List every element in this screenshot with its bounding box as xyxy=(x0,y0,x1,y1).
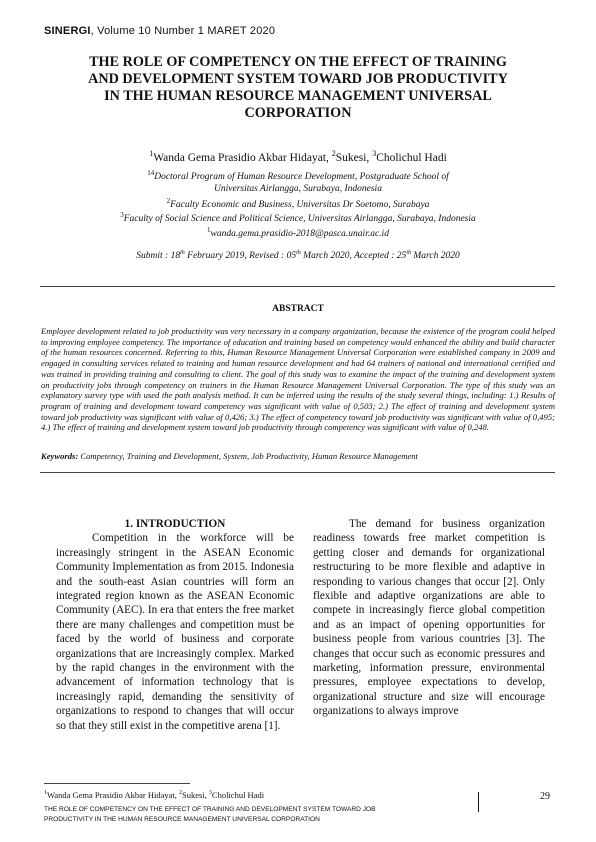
date-sup: th xyxy=(296,250,301,256)
title-line: IN THE HUMAN RESOURCE MANAGEMENT UNIVERSAL xyxy=(104,88,492,104)
footer-authors xyxy=(44,790,264,800)
abstract-body: Employee development related to job productivity was very necessary in a company organization, because the existence of the program could helped to improving employee competency. The importance of education and training based on competency would enhanced the ability and build character of the human resources concerned. Referring to this, Human Resource Management Universal Corporation were established company in 2009 and engaged in consulting services related to training and human resource development and had 64 trainers of national and international certified and was trained in providing training and consulting to client. The goal of this study was to examine the impact of the training and development system on productivity jobs through competency on trainers in the Human Resource Management Universal Corporation. The type of this study was an explanatory survey type with used the path analysis method. It can be inferred using the results of the study several things, including: 1.) Results of program of training and development toward competency was significant with value of 0,503; 2.) The effect of training and development system toward job productivity was significant with value of 0,426; 3.) The effect of competency toward job productivity was significant with value of 0,495; 4.) The effect of training and development system toward job productivity through competency was significant with value of 0,248. xyxy=(41,326,555,433)
footer-title xyxy=(44,805,404,825)
author-list xyxy=(40,149,556,164)
journal-issue: , Volume 10 Number 1 MARET 2020 xyxy=(90,25,276,37)
affiliation-marker: 14 xyxy=(147,169,155,177)
affiliation-marker: 2 xyxy=(166,197,171,205)
keywords xyxy=(41,451,555,461)
author-name: Sukesi, xyxy=(335,151,373,164)
footnote-author: Cholichul Hadi xyxy=(211,790,265,800)
date-sup: th xyxy=(180,250,185,256)
author-name: Cholichul Hadi xyxy=(376,151,447,164)
affiliation-text: Universitas Airlangga, Surabaya, Indonesia xyxy=(214,184,382,195)
affiliation-1 xyxy=(40,167,556,195)
divider-bottom xyxy=(40,472,555,473)
affiliation-text: Faculty Economic and Business, Universitas Dr Soetomo, Surabaya xyxy=(170,200,430,211)
footnote-author: Sukesi, xyxy=(181,790,209,800)
intro-paragraph-1: Competition in the workforce will be increasingly stringent in the ASEAN Economic Community Implementation as from 2015. Indonesia and the south-east Asian countries will form an integrated region known as the ASEAN Economic Community (AEC). In era that enters the free market there are many challenges and competition must be faced by the world of business and corporate organizations that are increasingly complex. Marked by the rapid changes in the environment with the advancement of information technology that is increasingly rapid, demanding the sensitivity of organizations to respond to changes that will occur so that they still exist in the competitive arena [1]. xyxy=(56,532,295,732)
author-name: Wanda Gema Prasidio Akbar Hidayat, xyxy=(153,151,332,164)
footnote-marker: 2 xyxy=(178,790,182,797)
section-heading-introduction: 1. INTRODUCTION xyxy=(124,518,226,530)
footnote-author: Wanda Gema Prasidio Akbar Hidayat, xyxy=(47,790,179,800)
footnote-rule xyxy=(44,783,190,784)
submission-dates xyxy=(40,250,556,261)
abstract-heading: ABSTRACT xyxy=(272,304,324,314)
date-text: March 2020, Accepted : 25 xyxy=(300,251,407,262)
author-marker: 2 xyxy=(331,149,336,158)
intro-right-column xyxy=(313,517,545,719)
journal-header xyxy=(44,25,275,37)
journal-name: SINERGI xyxy=(44,25,91,37)
affiliation-text: Faculty of Social Science and Political Science, Universitas Airlangga, Surabaya, Indonesia xyxy=(123,214,476,225)
footer-title-line: PRODUCTIVITY IN THE HUMAN RESOURCE MANAGEMENT UNIVERSAL CORPORATION xyxy=(44,816,320,823)
footer-title-line: THE ROLE OF COMPETENCY ON THE EFFECT OF TRAINING AND DEVELOPMENT SYSTEM TOWARD JOB xyxy=(44,806,376,813)
page-number: 29 xyxy=(540,791,550,802)
affiliation-3 xyxy=(40,209,556,225)
date-text: March 2020 xyxy=(410,251,460,262)
date-sup: th xyxy=(406,250,411,256)
divider-top xyxy=(40,286,555,287)
intro-left-column xyxy=(56,517,294,733)
title-line: THE ROLE OF COMPETENCY ON THE EFFECT OF TRAINING xyxy=(89,54,507,70)
email-marker: 1 xyxy=(207,226,211,234)
affiliation-marker: 3 xyxy=(120,211,124,219)
email-text: wanda.gema.prasidio-2018@pasca.unair.ac.id xyxy=(210,229,389,240)
author-email xyxy=(40,224,556,240)
affiliation-text: Doctoral Program of Human Resource Development, Postgraduate School of xyxy=(154,172,449,183)
title-line: AND DEVELOPMENT SYSTEM TOWARD JOB PRODUCTIVITY xyxy=(88,71,508,87)
date-text: February 2019, Revised : 05 xyxy=(184,251,297,262)
title-line: CORPORATION xyxy=(244,105,352,121)
author-marker: 1 xyxy=(149,149,154,158)
author-marker: 3 xyxy=(372,149,377,158)
footnote-marker: 3 xyxy=(208,790,212,797)
footnote-marker: 1 xyxy=(44,790,47,797)
paper-title xyxy=(52,54,544,122)
keywords-label: Keywords: xyxy=(41,451,79,461)
footer-separator xyxy=(478,792,479,812)
intro-paragraph-2: The demand for business organization readiness towards free market competition is getting closer and demands for organizational restructuring to be more flexible and adaptive in responding to various changes that occur [2]. Only flexible and adaptive organizations are able to compete in increasingly fierce global competition and as an impact of opening opportunities for business people from various countries [3]. The changes that occur such as economic pressures and marketing, information pressure, environmental pressures, employee expectations to develop, organizational structure and size will encourage organizations to always improve xyxy=(313,518,545,718)
keywords-text: Competency, Training and Development, System, Job Productivity, Human Resource Management xyxy=(78,451,418,461)
date-text: Submit : 18 xyxy=(136,251,181,262)
